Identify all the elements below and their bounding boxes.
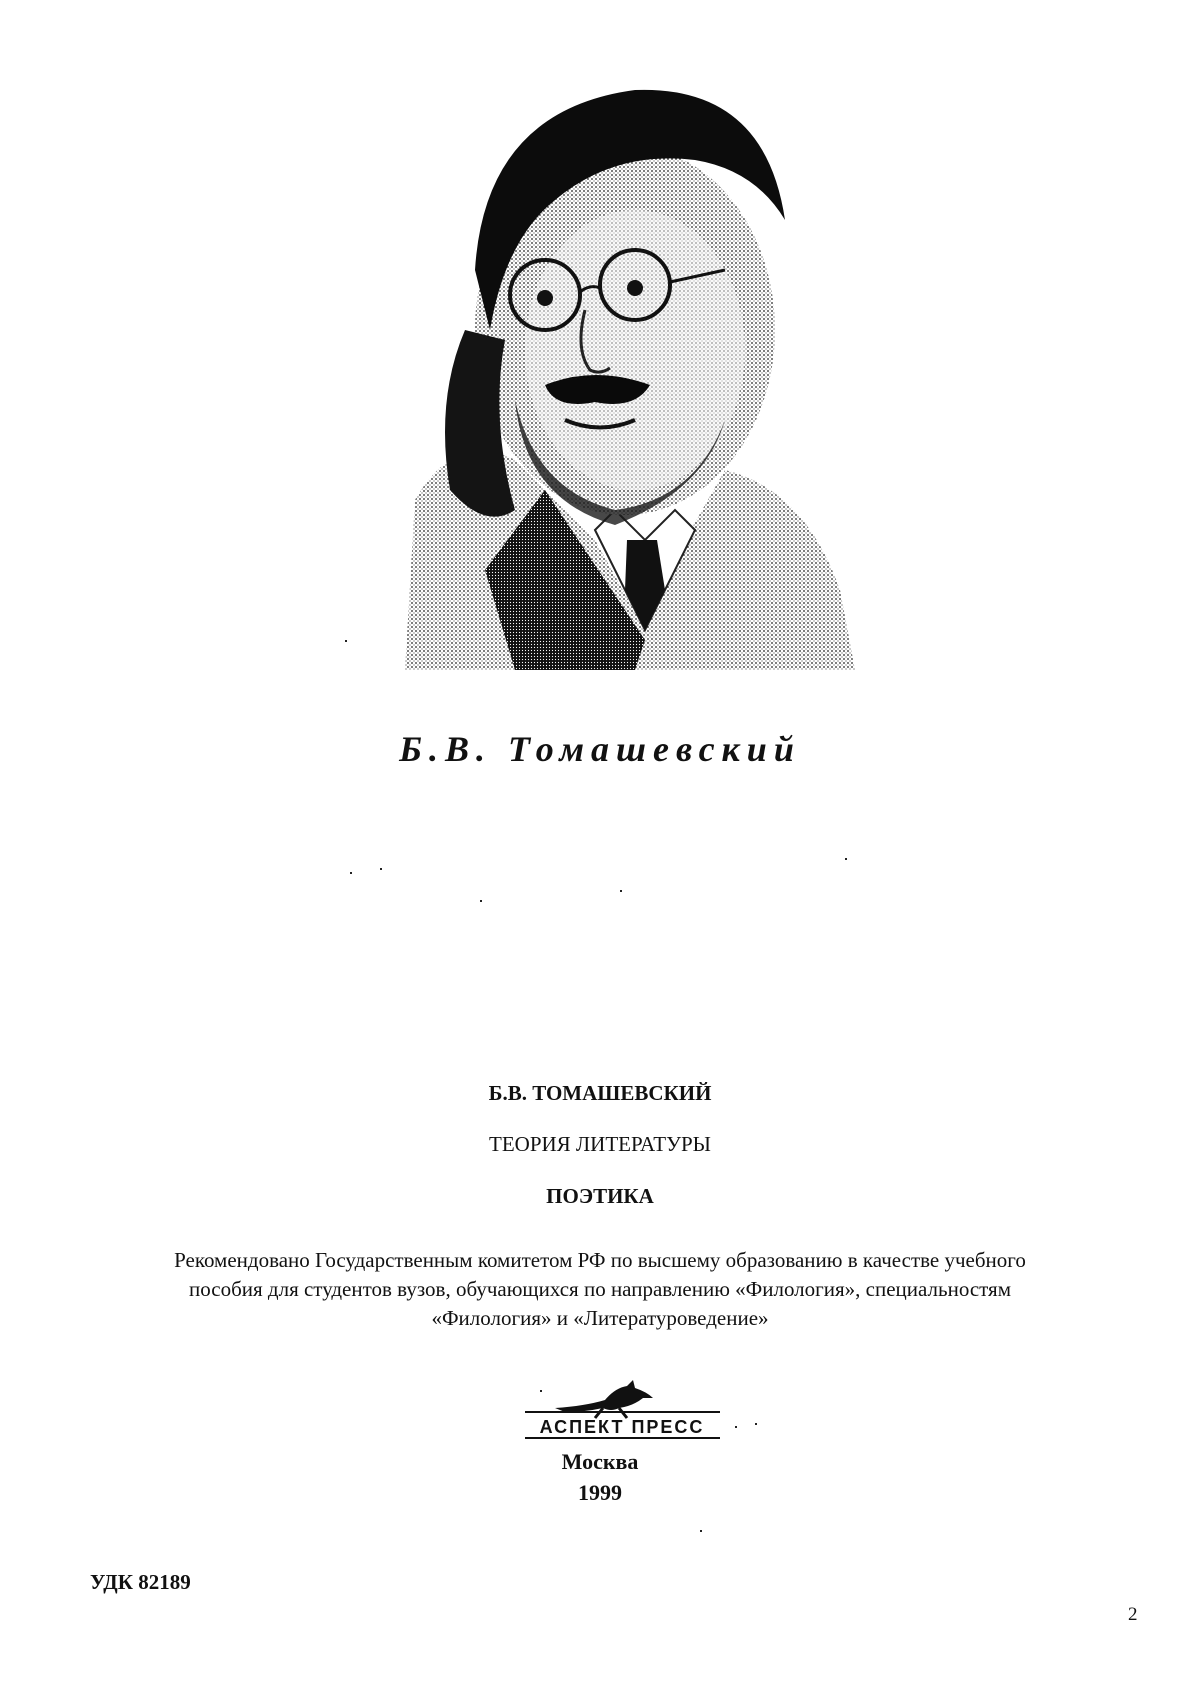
publication-year: 1999 bbox=[578, 1480, 622, 1505]
book-author: Б.В. ТОМАШЕВСКИЙ bbox=[488, 1081, 712, 1105]
page-number: 2 bbox=[1128, 1604, 1138, 1625]
book-title: ПОЭТИКА bbox=[546, 1184, 654, 1208]
scan-speck bbox=[345, 640, 347, 642]
scan-speck bbox=[735, 1426, 737, 1428]
scan-speck bbox=[350, 872, 352, 874]
recommendation-text bbox=[100, 1246, 1100, 1333]
author-signature: Б.В. Томашевский bbox=[399, 729, 801, 769]
recommendation-line: пособия для студентов вузов, обучающихся по направлению «Филология», специальностям bbox=[188, 1277, 1012, 1301]
scan-speck bbox=[700, 1530, 702, 1532]
publisher-name: АСПЕКТ ПРЕСС bbox=[539, 1417, 705, 1437]
publisher-logo bbox=[515, 1378, 730, 1450]
publication-city: Москва bbox=[561, 1449, 639, 1474]
recommendation-line: «Филология» и «Литературоведение» bbox=[431, 1306, 769, 1330]
scan-speck bbox=[480, 900, 482, 902]
scan-speck bbox=[620, 890, 622, 892]
author-portrait bbox=[395, 70, 865, 670]
scan-speck bbox=[540, 1390, 542, 1392]
scan-speck bbox=[380, 868, 382, 870]
book-series: ТЕОРИЯ ЛИТЕРАТУРЫ bbox=[489, 1132, 711, 1156]
scan-speck bbox=[755, 1423, 757, 1425]
udk-code: УДК 82189 bbox=[90, 1570, 191, 1594]
recommendation-line: Рекомендовано Государственным комитетом РФ по высшему образованию в качестве учебного bbox=[174, 1248, 1026, 1272]
scan-speck bbox=[845, 858, 847, 860]
